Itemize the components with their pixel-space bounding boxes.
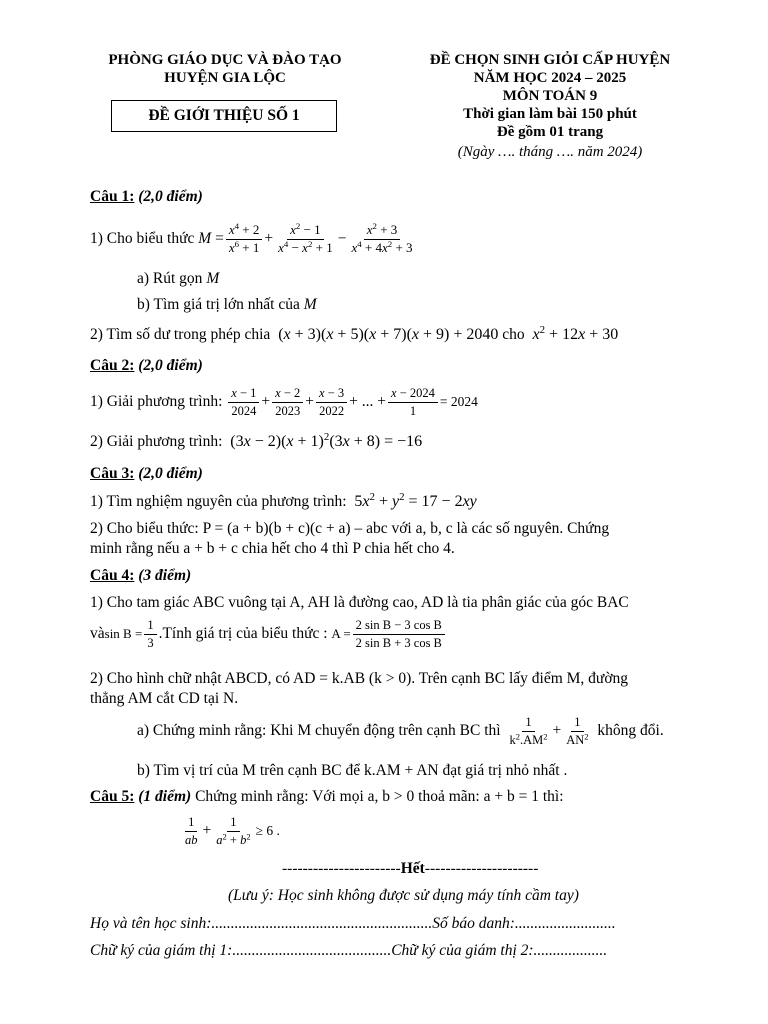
q4-part2-line2: thẳng AM cắt CD tại N. <box>90 690 239 707</box>
exam-code: ĐỀ GIỚI THIỆU SỐ 1 <box>148 107 300 124</box>
q5-inequality: $\frac{1}{ab}$ + $\frac{1}{a^2 + b^2}$ ≥ 6 . <box>185 815 280 847</box>
q3-heading: Câu 3: (2,0 điểm) <box>90 465 203 482</box>
q1-part1a: a) Rút gọn M <box>137 270 220 287</box>
q1-part1: 1) Cho biểu thức M = $\frac{x^4 + 2}{x^6 + 1}$ + $\frac{x^2 - 1}{x^4 - x^2 + 1}$ − $\frac{x^2 + 3}{x^4 + 4x^2 + 3}$ <box>90 220 413 255</box>
proctor-signature-line: Chữ ký của giám thị 1:.........................................Chữ ký của giám thị 2:................... <box>90 942 608 959</box>
q2-part1: 1) Giải phương trình: $\frac{x - 1}{2024}$ + $\frac{x - 2}{2023}$ + $\frac{x - 3}{2022}$ + ... + $\frac{x - 2024}{1}$ = 2024 <box>90 386 478 418</box>
q1-heading: Câu 1: (2,0 điểm) <box>90 188 203 205</box>
q4-heading: Câu 4: (3 điểm) <box>90 567 192 584</box>
subject: MÔN TOÁN 9 <box>502 88 598 104</box>
q4-part1-line1: 1) Cho tam giác ABC vuông tại A, AH là đường cao, AD là tia phân giác của góc BAC <box>90 594 629 611</box>
end-marker: -----------------------Hết---------------------- <box>282 860 539 877</box>
q4-part2b: b) Tìm vị trí của M trên cạnh BC để k.AM + AN đạt giá trị nhỏ nhất . <box>137 762 568 779</box>
school-year: NĂM HỌC 2024 – 2025 <box>473 70 627 86</box>
q1-part1b: b) Tìm giá trị lớn nhất của M <box>137 296 317 313</box>
exam-date: (Ngày …. tháng …. năm 2024) <box>457 144 643 160</box>
q4-part2a: a) Chứng minh rằng: Khi M chuyển động trên cạnh BC thì $\frac{1}{k^2.AM^2}$ + $\frac{1}{AN^2}$ không đổi. <box>137 715 664 747</box>
page-count: Đề gồm 01 trang <box>496 124 604 140</box>
q3-part1: 1) Tìm nghiệm nguyên của phương trình: $5x^2 + y^2 = 17 - 2xy$ <box>90 491 477 510</box>
q5-heading: Câu 5: (1 điểm) Chứng minh rằng: Với mọi a, b > 0 thoả mãn: a + b = 1 thì: <box>90 788 564 805</box>
time-limit: Thời gian làm bài 150 phút <box>463 106 637 122</box>
q3-part2-line2: minh rằng nếu a + b + c chia hết cho 4 thì P chia hết cho 4. <box>90 540 455 557</box>
district-name: HUYỆN GIA LỘC <box>164 70 286 86</box>
q1-part2: 2) Tìm số dư trong phép chia (x + 3)(x + 5)(x + 7)(x + 9) + 2040 cho $x^2 + 12x + 30$ <box>90 324 619 343</box>
q4-part1-line2: và sin B = $\frac{1}{3}$ .Tính giá trị của biểu thức : A = $\frac{\text{2 sin B − 3 cos B}}{\text{2 sin B + 3 cos B}}$ <box>90 614 447 654</box>
q4-part2-line1: 2) Cho hình chữ nhật ABCD, có AD = k.AB (k > 0). Trên cạnh BC lấy điểm M, đường <box>90 670 629 687</box>
calculator-note: (Lưu ý: Học sinh không được sử dụng máy tính cầm tay) <box>228 887 579 904</box>
department-name: PHÒNG GIÁO DỤC VÀ ĐÀO TẠO <box>108 52 342 68</box>
q2-part2: 2) Giải phương trình: $(3x - 2)(x + 1)^2(3x + 8) = -16$ <box>90 431 423 450</box>
exam-title: ĐỀ CHỌN SINH GIỎI CẤP HUYỆN <box>429 52 671 68</box>
q2-heading: Câu 2: (2,0 điểm) <box>90 357 203 374</box>
student-info-line: Họ và tên học sinh:.........................................................Số báo danh:.......................... <box>90 915 616 932</box>
q3-part2-line1: 2) Cho biểu thức: P = (a + b)(b + c)(c + a) – abc với a, b, c là các số nguyên. Chứng <box>90 520 610 537</box>
